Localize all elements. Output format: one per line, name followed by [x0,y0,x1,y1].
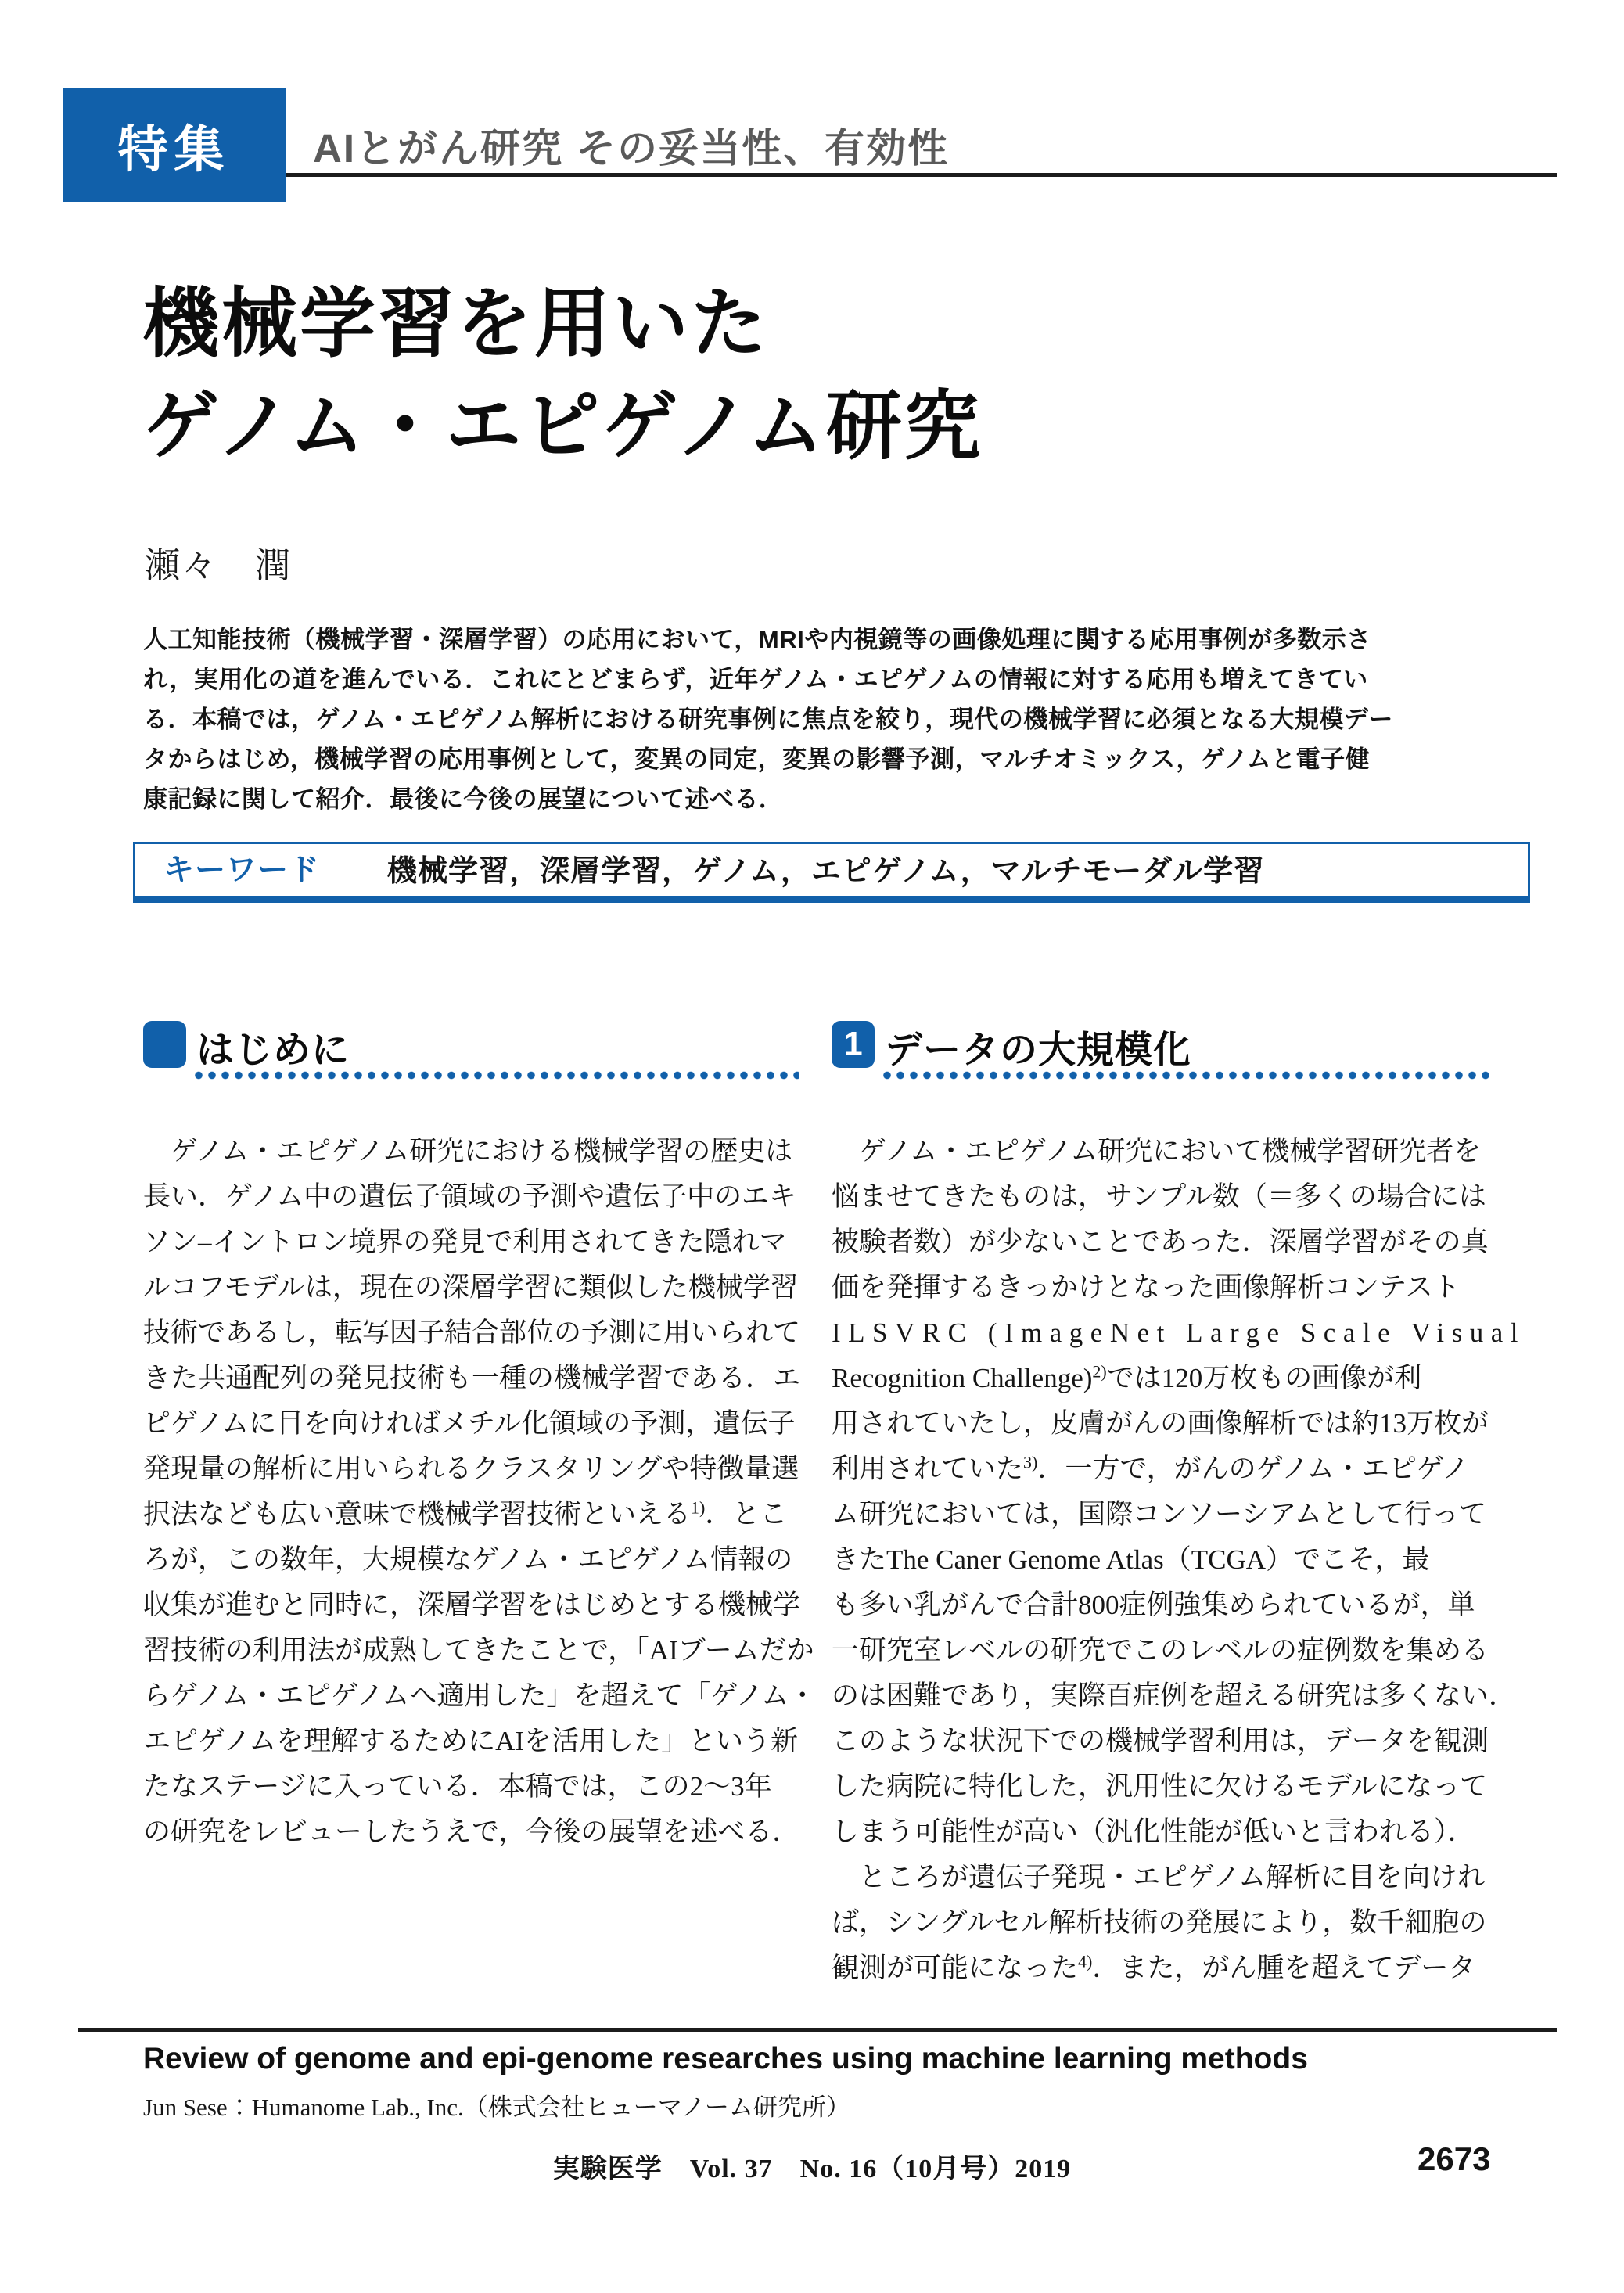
body-text-line: ろが，この数年，大規模なゲノム・エピゲノム情報の [143,1544,793,1575]
body-text-line: ILSVRC (ImageNet Large Scale Visual [832,1317,1526,1348]
abstract-line: 康記録に関して紹介．最後に今後の展望について述べる． [143,785,784,813]
section-title: はじめに [196,1030,350,1071]
header-rule [286,173,1557,177]
body-text-line: ゲノム・エピゲノム研究における機械学習の歴史は [143,1136,793,1166]
body-text-line: ソン–イントロン境界の発見で利用されてきた隠れマ [143,1227,787,1257]
body-text-line: Recognition Challenge)$^{2)}$では120万枚もの画像が利 [832,1361,1422,1393]
keyword-label: キーワード [163,854,321,887]
feature-title: AIとがん研究 その妥当性、有効性 [313,126,950,171]
body-text-line: 択法なども広い意味で機械学習技術といえる$^{1)}$．とこ [143,1497,788,1529]
body-text-line: の研究をレビューしたうえで，今後の展望を述べる． [143,1817,800,1847]
body-text-line: 発現量の解析に用いられるクラスタリングや特徴量選 [143,1454,799,1484]
abstract-line: る．本稿では，ゲノム・エピゲノム解析における研究事例に焦点を絞り，現代の機械学習に必須となる大規模デー [143,706,1393,733]
body-text-line: このような状況下での機械学習利用は，データを観測 [832,1726,1489,1756]
page-number: 2673 [1417,2140,1491,2177]
abstract-line: タからはじめ，機械学習の応用事例として，変異の同定，変異の影響予測，マルチオミックス，ゲノムと電子健 [143,746,1371,773]
body-text-line: 利用されていた$^{3)}$．一方で，がんのゲノム・エピゲノ [832,1452,1470,1484]
dotted-rule [195,1071,799,1080]
body-text-line: 被験者数）が少ないことであった．深層学習がその真 [832,1227,1489,1257]
section-heading-1 [832,1019,1493,1129]
author-name: 瀬々 潤 [145,545,293,585]
feature-tag-label: 特集 [117,120,231,178]
section-heading-intro [143,1019,799,1129]
reference-mark: 3) [1023,1452,1038,1472]
journal-info: 実験医学 Vol. 37 No. 16（10月号）2019 [552,2155,1072,2183]
body-text-line: 技術であるし，転写因子結合部位の予測に用いられて [143,1317,801,1348]
body-text-line: 収集が進むと同時に，深層学習をはじめとする機械学 [143,1590,801,1620]
feature-tag-box [63,88,286,202]
abstract [143,620,1528,819]
body-text-line: のは困難であり，実際百症例を超える研究は多くない． [832,1680,1517,1711]
body-text-line: きた共通配列の発見技術も一種の機械学習である．エ [143,1363,801,1393]
body-text-line: 長い．ゲノム中の遺伝子領域の予測や遺伝子中のエキ [143,1181,797,1212]
body-text-line: ゲノム・エピゲノム研究において機械学習研究者を [832,1136,1482,1166]
body-text-line: らゲノム・エピゲノムへ適用した」を超えて「ゲノム・ [143,1680,817,1711]
abstract-line: 人工知能技術（機械学習・深層学習）の応用において，MRIや内視鏡等の画像処理に関する応用事例が多数示さ [143,626,1371,653]
dotted-rule [883,1071,1493,1080]
section-number-box [832,1021,875,1068]
column-left [143,1019,817,1855]
body-text-line: 習技術の利用法が成熟してきたことで，「AIブームだか [143,1635,814,1666]
abstract-line: れ，実用化の道を進んでいる．これにとどまらず，近年ゲノム・エピゲノムの情報に対する応用も増えてきてい [143,666,1368,693]
body-text-line: きたThe Caner Genome Atlas（TCGA）でこそ，最 [832,1544,1430,1575]
section-marker-icon [143,1021,186,1068]
author-affiliation: Jun Sese：Humanome Lab., Inc.（株式会社ヒューマノーム研究所） [143,2094,850,2121]
english-title: Review of genome and epi-genome researches using machine learning methods [143,2042,1308,2076]
page-title [143,272,983,477]
page-title-line: ゲノム・エピゲノム研究 [143,383,983,469]
body-text-line: 用されていたし，皮膚がんの画像解析では約13万枚が [832,1408,1489,1439]
keyword-box [133,842,1530,903]
reference-mark: 4) [1078,1951,1093,1971]
footer-rule [78,2028,1557,2032]
body-text-line: 価を発揮するきっかけとなった画像解析コンテスト [832,1272,1461,1303]
body-text-line: ピゲノムに目を向ければメチル化領域の予測，遺伝子 [143,1408,796,1439]
section-body-intro [143,1129,817,1855]
page-title-line: 機械学習を用いた [143,281,769,366]
body-text-line: した病院に特化した，汎用性に欠けるモデルになって [832,1771,1488,1802]
reference-mark: 2) [1092,1361,1107,1382]
body-text-line: しまう可能性が高い（汎化性能が低いと言われる）． [832,1817,1475,1847]
column-right [832,1019,1526,1991]
body-text-line: ルコフモデルは，現在の深層学習に類似した機械学習 [143,1272,798,1303]
body-text-line: 一研究室レベルの研究でこのレベルの症例数を集める [832,1635,1489,1666]
body-text-line: ば，シングルセル解析技術の発展により，数千細胞の [832,1907,1487,1938]
body-text-line: 悩ませてきたものは，サンプル数（＝多くの場合には [832,1181,1486,1212]
body-text-line: エピゲノムを理解するためにAIを活用した」という新 [143,1726,799,1756]
section-body-1 [832,1129,1526,1991]
section-title: データの大規模化 [885,1030,1192,1071]
keyword-list: 機械学習，深層学習，ゲノム，エピゲノム，マルチモーダル学習 [387,854,1265,888]
body-text-line: たなステージに入っている．本稿では，この2〜3年 [143,1771,772,1802]
body-text-line: 観測が可能になった$^{4)}$．また，がん腫を超えてデータ [832,1951,1476,1983]
reference-mark: 1) [691,1497,706,1518]
body-text-line: ところが遺伝子発現・エピゲノム解析に目を向けれ [832,1862,1486,1892]
body-text-line: も多い乳がんで合計800症例強集められているが，単 [832,1590,1475,1620]
body-text-line: ム研究においては，国際コンソーシアムとして行って [832,1499,1486,1529]
section-number: 1 [843,1025,863,1063]
